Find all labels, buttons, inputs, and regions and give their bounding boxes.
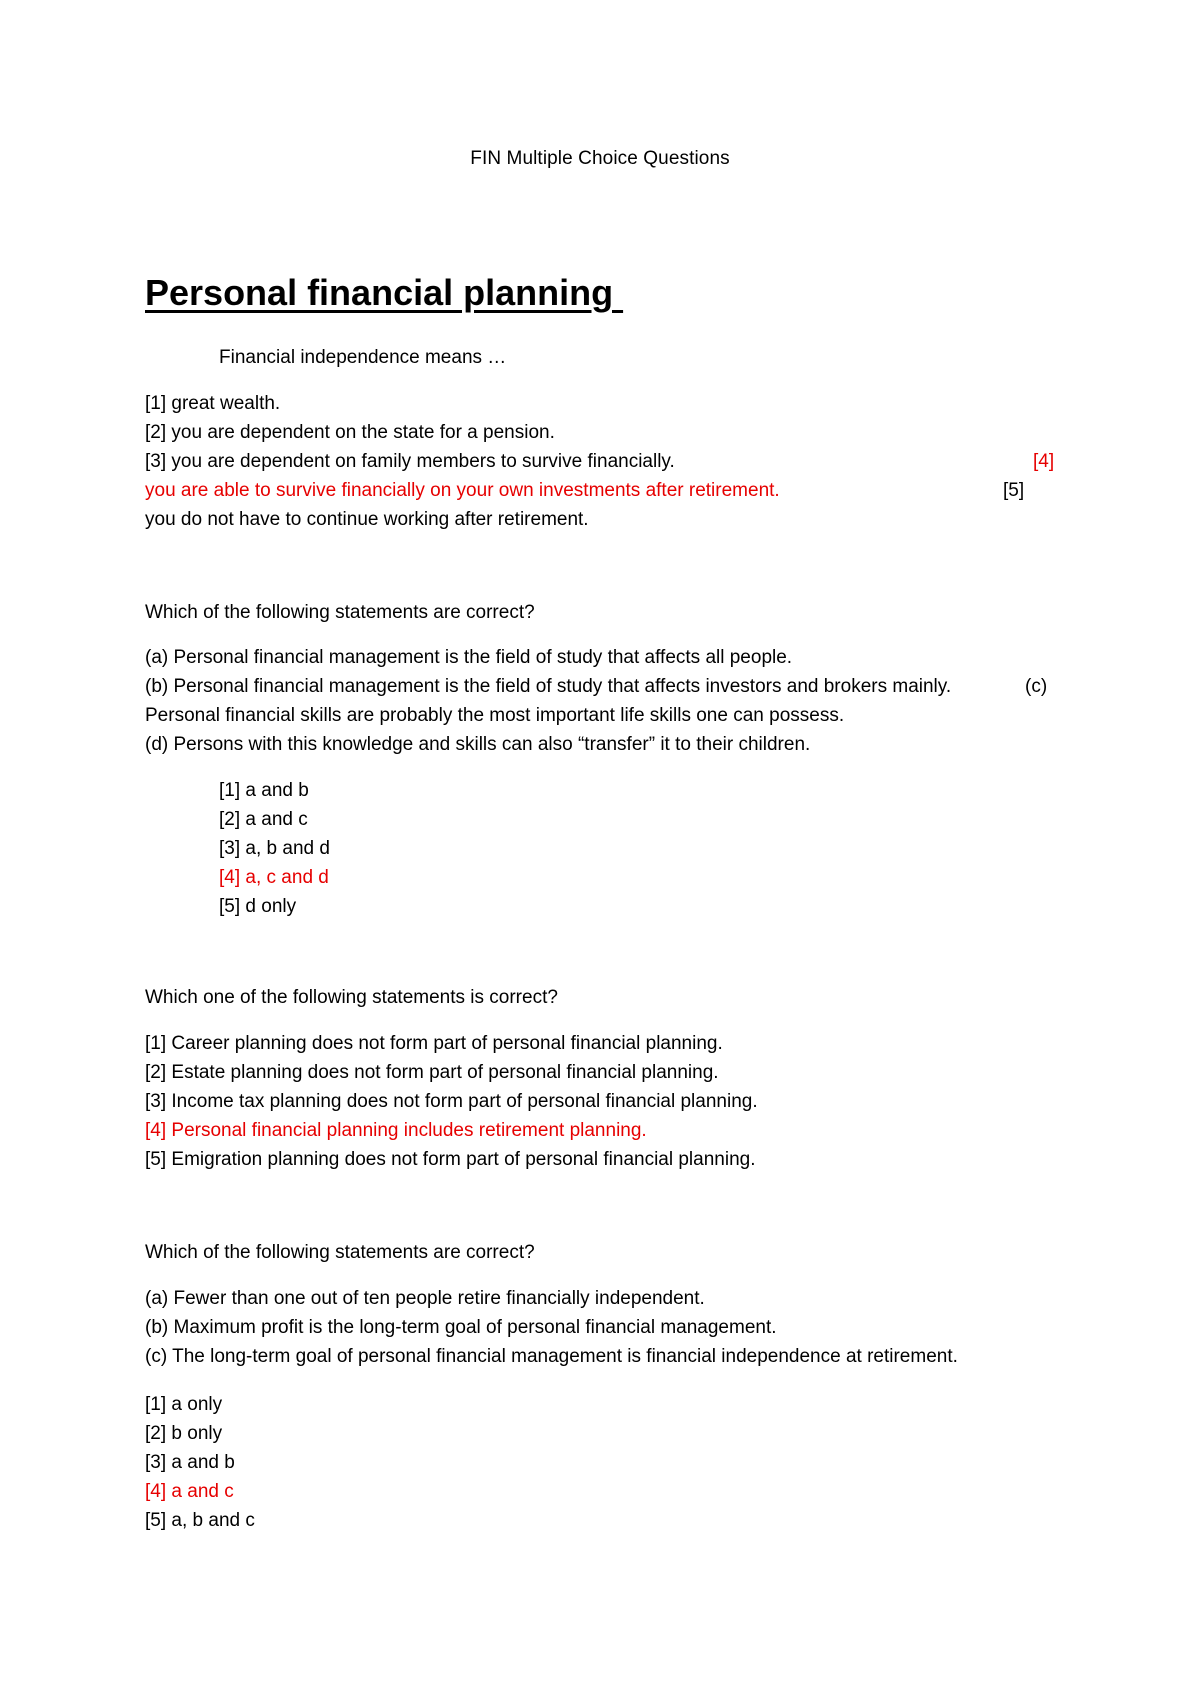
q4-option-2: [2] b only: [145, 1423, 223, 1444]
q3-option-5: [5] Emigration planning does not form part of personal financial planning.: [145, 1149, 756, 1170]
q1-option-2: [2] you are dependent on the state for a pension.: [145, 422, 555, 443]
q1-option-4-answer: you are able to survive financially on your own investments after retirement.: [145, 480, 780, 501]
q2-statement-a: (a) Personal financial management is the field of study that affects all people.: [145, 647, 793, 668]
q3-option-3: [3] Income tax planning does not form part of personal financial planning.: [145, 1091, 758, 1112]
q1-option-1: [1] great wealth.: [145, 393, 281, 414]
q2-option-1: [1] a and b: [219, 780, 309, 801]
q3-option-2: [2] Estate planning does not form part of personal financial planning.: [145, 1062, 719, 1083]
section-title: Personal financial planning: [145, 272, 624, 313]
q4-option-1: [1] a only: [145, 1394, 223, 1415]
q1-option-5: you do not have to continue working after retirement.: [145, 509, 589, 530]
document-header: FIN Multiple Choice Questions: [470, 148, 730, 169]
q2-option-4-answer: [4] a, c and d: [219, 867, 329, 888]
q1-option-3: [3] you are dependent on family members to survive financially.: [145, 451, 675, 472]
q2-option-2: [2] a and c: [219, 809, 308, 830]
q2-statement-b: (b) Personal financial management is the field of study that affects investors and brokers mainly.: [145, 676, 952, 697]
q3-option-4-answer: [4] Personal financial planning includes retirement planning.: [145, 1120, 647, 1141]
q2-option-3: [3] a, b and d: [219, 838, 330, 859]
q4-statement-a: (a) Fewer than one out of ten people retire financially independent.: [145, 1288, 705, 1309]
q3-stem: Which one of the following statements is correct?: [145, 987, 558, 1008]
q2-statement-c-label: (c): [1025, 676, 1048, 697]
q1-stem: Financial independence means …: [219, 347, 507, 368]
q2-stem: Which of the following statements are correct?: [145, 602, 535, 623]
q4-statement-b: (b) Maximum profit is the long-term goal of personal financial management.: [145, 1317, 777, 1338]
q4-option-5: [5] a, b and c: [145, 1510, 255, 1531]
q3-option-1: [1] Career planning does not form part of personal financial planning.: [145, 1033, 723, 1054]
q2-statement-d: (d) Persons with this knowledge and skills can also “transfer” it to their children.: [145, 734, 811, 755]
q4-option-4-answer: [4] a and c: [145, 1481, 234, 1502]
q2-option-5: [5] d only: [219, 896, 297, 917]
q1-option-4-number: [4]: [1033, 451, 1055, 472]
q1-option-5-number: [5]: [1003, 480, 1025, 501]
q4-option-3: [3] a and b: [145, 1452, 235, 1473]
q2-statement-c: Personal financial skills are probably the most important life skills one can possess.: [145, 705, 845, 726]
q4-statement-c: (c) The long-term goal of personal financial management is financial independence at retirement.: [145, 1346, 958, 1367]
q4-stem: Which of the following statements are correct?: [145, 1242, 535, 1263]
